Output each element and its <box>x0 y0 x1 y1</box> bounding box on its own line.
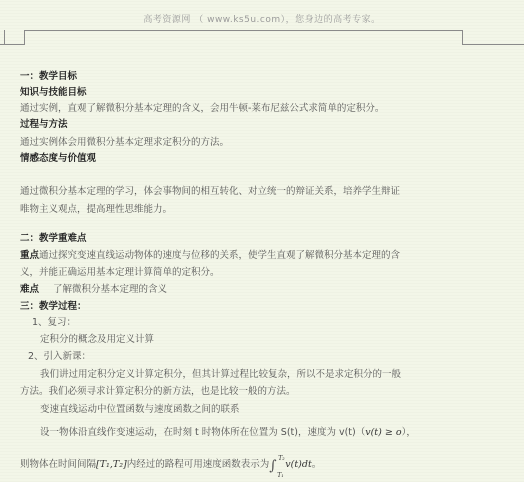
knowledge-text: 通过实例，直观了解微积分基本定理的含义，会用牛顿-莱布尼兹公式求简单的定积分。 <box>20 103 385 114</box>
intro-text-3: 变速直线运动中位置函数与速度函数之间的联系 <box>40 404 240 415</box>
integral-lower-limit: T₁ <box>277 472 284 479</box>
header-rule <box>24 30 462 31</box>
intro-text-2: 方法。我们必须寻求计算定积分的新方法，也是比较一般的方法。 <box>20 386 296 397</box>
intro-text-1: 我们讲过用定积分定义计算定积分，但其计算过程比较复杂，所以不是求定积分的一般 <box>40 369 402 380</box>
key-point-line-2: 义，并能正确运用基本定理计算简单的定积分。 <box>20 267 220 278</box>
velocity-condition: v(t) ≥ o <box>365 427 402 438</box>
margin-tick <box>4 30 5 44</box>
key-point-text: 通过探究变速直线运动物体的速度与位移的关系，使学生直观了解微积分基本定理的含 <box>39 250 401 261</box>
final-text-b: 内经过的路程可用速度函数表示为 <box>126 459 270 470</box>
difficulty-text: 了解微积分基本定理的含义 <box>53 284 168 295</box>
final-end: 。 <box>311 459 322 470</box>
intro-heading: 2、引入新课： <box>28 351 92 362</box>
difficulty-line <box>20 281 167 295</box>
key-point-line-1 <box>20 247 400 261</box>
section-3-title: 三：教学过程： <box>20 301 87 312</box>
integral-upper-limit: T₂ <box>278 455 285 462</box>
section-2-title: 二：教学重难点 <box>20 233 87 244</box>
header-corner-left <box>24 30 25 45</box>
margin-rule-left <box>0 44 24 45</box>
time-interval: [T₁,T₂] <box>96 459 127 470</box>
intro-text-4-main: 设一物体沿直线作变速运动，在时刻 t 时物体所在位置为 S(t)，速度为 v(t)（ <box>40 427 366 438</box>
process-heading: 过程与方法 <box>20 119 68 130</box>
knowledge-heading: 知识与技能目标 <box>20 87 87 98</box>
attitude-heading: 情感态度与价值观 <box>20 153 97 164</box>
margin-rule-right <box>462 44 524 45</box>
attitude-text-2: 唯物主义观点，提高理性思维能力。 <box>20 204 173 215</box>
review-heading: 1、复习： <box>32 317 77 328</box>
page-header: 高考资源网 （ www.ks5u.com），您身边的高考专家。 <box>143 15 381 25</box>
integrand: v(t)dt <box>285 459 312 470</box>
intro-text-4 <box>40 424 416 438</box>
difficulty-label: 难点 <box>20 284 40 295</box>
review-text: 定积分的概念及用定义计算 <box>40 334 155 345</box>
final-text-a: 则物体在时间间隔 <box>20 459 97 470</box>
process-text: 通过实例体会用微积分基本定理求定积分的方法。 <box>20 137 230 148</box>
attitude-text-1: 通过微积分基本定理的学习，体会事物间的相互转化、对立统一的辩证关系，培养学生辩证 <box>20 186 401 197</box>
header-corner-right <box>462 30 463 45</box>
final-line: 则物体在时间间隔[T₁,T₂]内经过的路程可用速度函数表示为 ∫ T₂ T₁ v(t)dt。 <box>20 455 322 479</box>
section-1-title: 一：教学目标 <box>20 71 78 82</box>
key-point-label: 重点 <box>20 250 40 261</box>
intro-text-4-end: ）， <box>401 427 416 438</box>
